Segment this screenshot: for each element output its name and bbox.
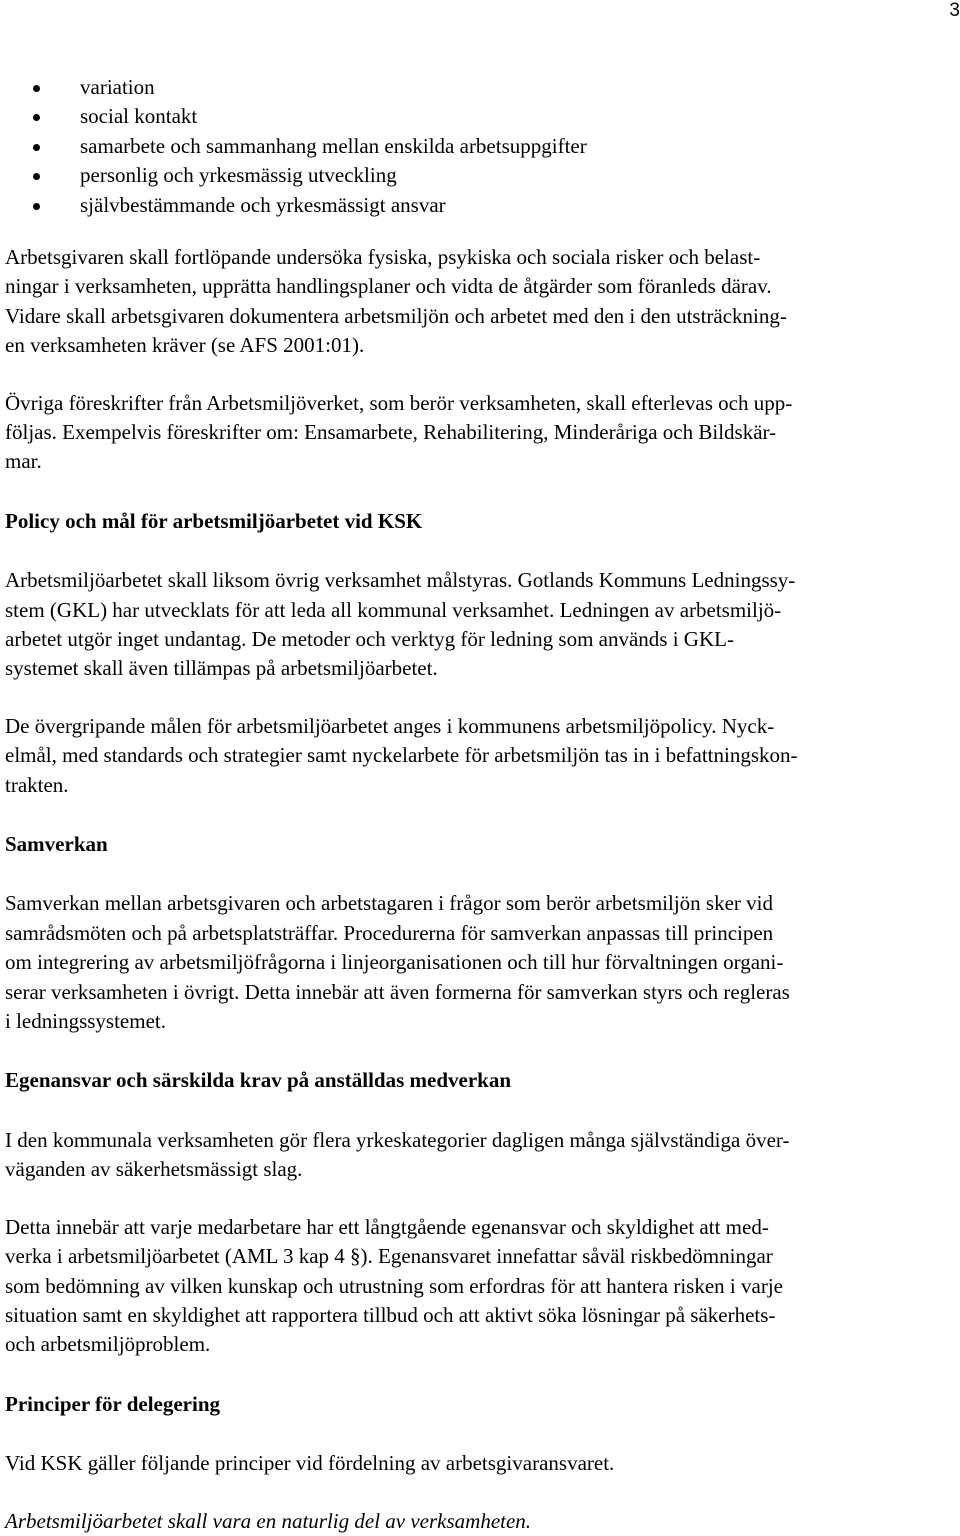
paragraph-risk-assessment (5, 243, 955, 361)
text-line: serar verksamheten i övrigt. Detta innebär att även formerna för samverkan styrs och regleras (5, 979, 790, 1004)
text-line: Vidare skall arbetsgivaren dokumentera arbetsmiljön och arbetet med den i den utsträckning- (5, 303, 787, 328)
text-line: Detta innebär att varje medarbetare har ett långtgående egenansvar och skyldighet att med- (5, 1214, 769, 1239)
list-item (5, 132, 955, 161)
text-line: följas. Exempelvis föreskrifter om: Ensamarbete, Rehabilitering, Minderåriga och Bildskär- (5, 419, 777, 444)
list-item (5, 161, 955, 190)
text-line: Samverkan mellan arbetsgivaren och arbetstagaren i frågor som berör arbetsmiljön sker vid (5, 891, 773, 916)
bullet-icon (33, 114, 40, 121)
text-line: I den kommunala verksamheten gör flera yrkeskategorier dagligen många självständiga över- (5, 1127, 790, 1152)
text-line: om integrering av arbetsmiljöfrågorna i linjeorganisationen och till hur förvaltningen organi- (5, 950, 784, 975)
heading-egenansvar: Egenansvar och särskilda krav på anställdas medverkan (5, 1068, 512, 1093)
list-item-text: social kontakt (80, 104, 198, 129)
text-line: Arbetsmiljöarbetet skall liksom övrig verksamhet målstyras. Gotlands Kommuns Ledningssy- (5, 568, 796, 593)
heading-policy: Policy och mål för arbetsmiljöarbetet vid KSK (5, 508, 423, 533)
text-line: elmål, med standards och strategier samt nyckelarbete för arbetsmiljön tas in i befattningskon- (5, 743, 798, 768)
text-line: i ledningssystemet. (5, 1009, 166, 1034)
bullet-list (5, 73, 955, 220)
bullet-icon (33, 203, 40, 210)
text-line: mar. (5, 449, 42, 474)
text-line: situation samt en skyldighet att rapportera tillbud och att aktivt söka lösningar på säkerhets- (5, 1302, 776, 1327)
list-item (5, 191, 955, 220)
text-line: ningar i verksamheten, upprätta handlingsplaner och vidta de åtgärder som föranleds därav. (5, 274, 772, 299)
bullet-icon (33, 173, 40, 180)
paragraph-personal-responsibility (5, 1213, 955, 1360)
text-line: som bedömning av vilken kunskap och utrustning som erfordras för att hantera risken i varje (5, 1273, 783, 1298)
paragraph-overall-goals (5, 712, 955, 800)
bullet-icon (33, 85, 40, 92)
text-line: Arbetsgivaren skall fortlöpande undersöka fysiska, psykiska och sociala risker och belast- (5, 244, 761, 269)
heading-samverkan: Samverkan (5, 832, 108, 857)
paragraph-principle-one (5, 1507, 955, 1536)
text-line: samrådsmöten och på arbetsplatsträffar. Procedurerna för samverkan anpassas till principen (5, 920, 774, 945)
text-line: Övriga föreskrifter från Arbetsmiljöverket, som berör verksamheten, skall efterlevas och upp- (5, 390, 793, 415)
text-line: väganden av säkerhetsmässigt slag. (5, 1157, 303, 1182)
list-item (5, 102, 955, 131)
text-line: en verksamheten kräver (se AFS 2001:01). (5, 333, 365, 358)
paragraph-other-regulations (5, 389, 955, 477)
text-line: Vid KSK gäller följande principer vid fördelning av arbetsgivaransvaret. (5, 1451, 615, 1476)
text-line: stem (GKL) har utvecklats för att leda all kommunal verksamhet. Ledningen av arbetsmiljö- (5, 597, 782, 622)
text-line: Arbetsmiljöarbetet skall vara en naturlig del av verksamheten. (5, 1508, 532, 1533)
list-item-text: variation (80, 75, 155, 99)
bullet-icon (33, 144, 40, 151)
paragraph-municipal-activities (5, 1126, 955, 1185)
paragraph-goal-management (5, 566, 955, 684)
text-line: trakten. (5, 772, 69, 797)
text-line: verka i arbetsmiljöarbetet (AML 3 kap 4 §). Egenansvaret innefattar såväl riskbedömningar (5, 1244, 773, 1269)
list-item-text: samarbete och sammanhang mellan enskilda arbetsuppgifter (80, 133, 587, 158)
text-line: De övergripande målen för arbetsmiljöarbetet anges i kommunens arbetsmiljöpolicy. Nyck- (5, 713, 775, 738)
text-line: arbetet utgör inget undantag. De metoder och verktyg för ledning som används i GKL- (5, 627, 734, 652)
document-body (5, 73, 955, 1536)
list-item (5, 73, 955, 102)
text-line: och arbetsmiljöproblem. (5, 1332, 211, 1357)
paragraph-delegation-principles (5, 1449, 955, 1478)
heading-delegering: Principer för delegering (5, 1391, 221, 1416)
list-item-text: personlig och yrkesmässig utveckling (80, 163, 397, 188)
list-item-text: självbestämmande och yrkesmässigt ansvar (80, 192, 446, 217)
text-line: systemet skall även tillämpas på arbetsmiljöarbetet. (5, 656, 438, 681)
paragraph-cooperation (5, 889, 955, 1036)
page-number: 3 (949, 0, 960, 21)
